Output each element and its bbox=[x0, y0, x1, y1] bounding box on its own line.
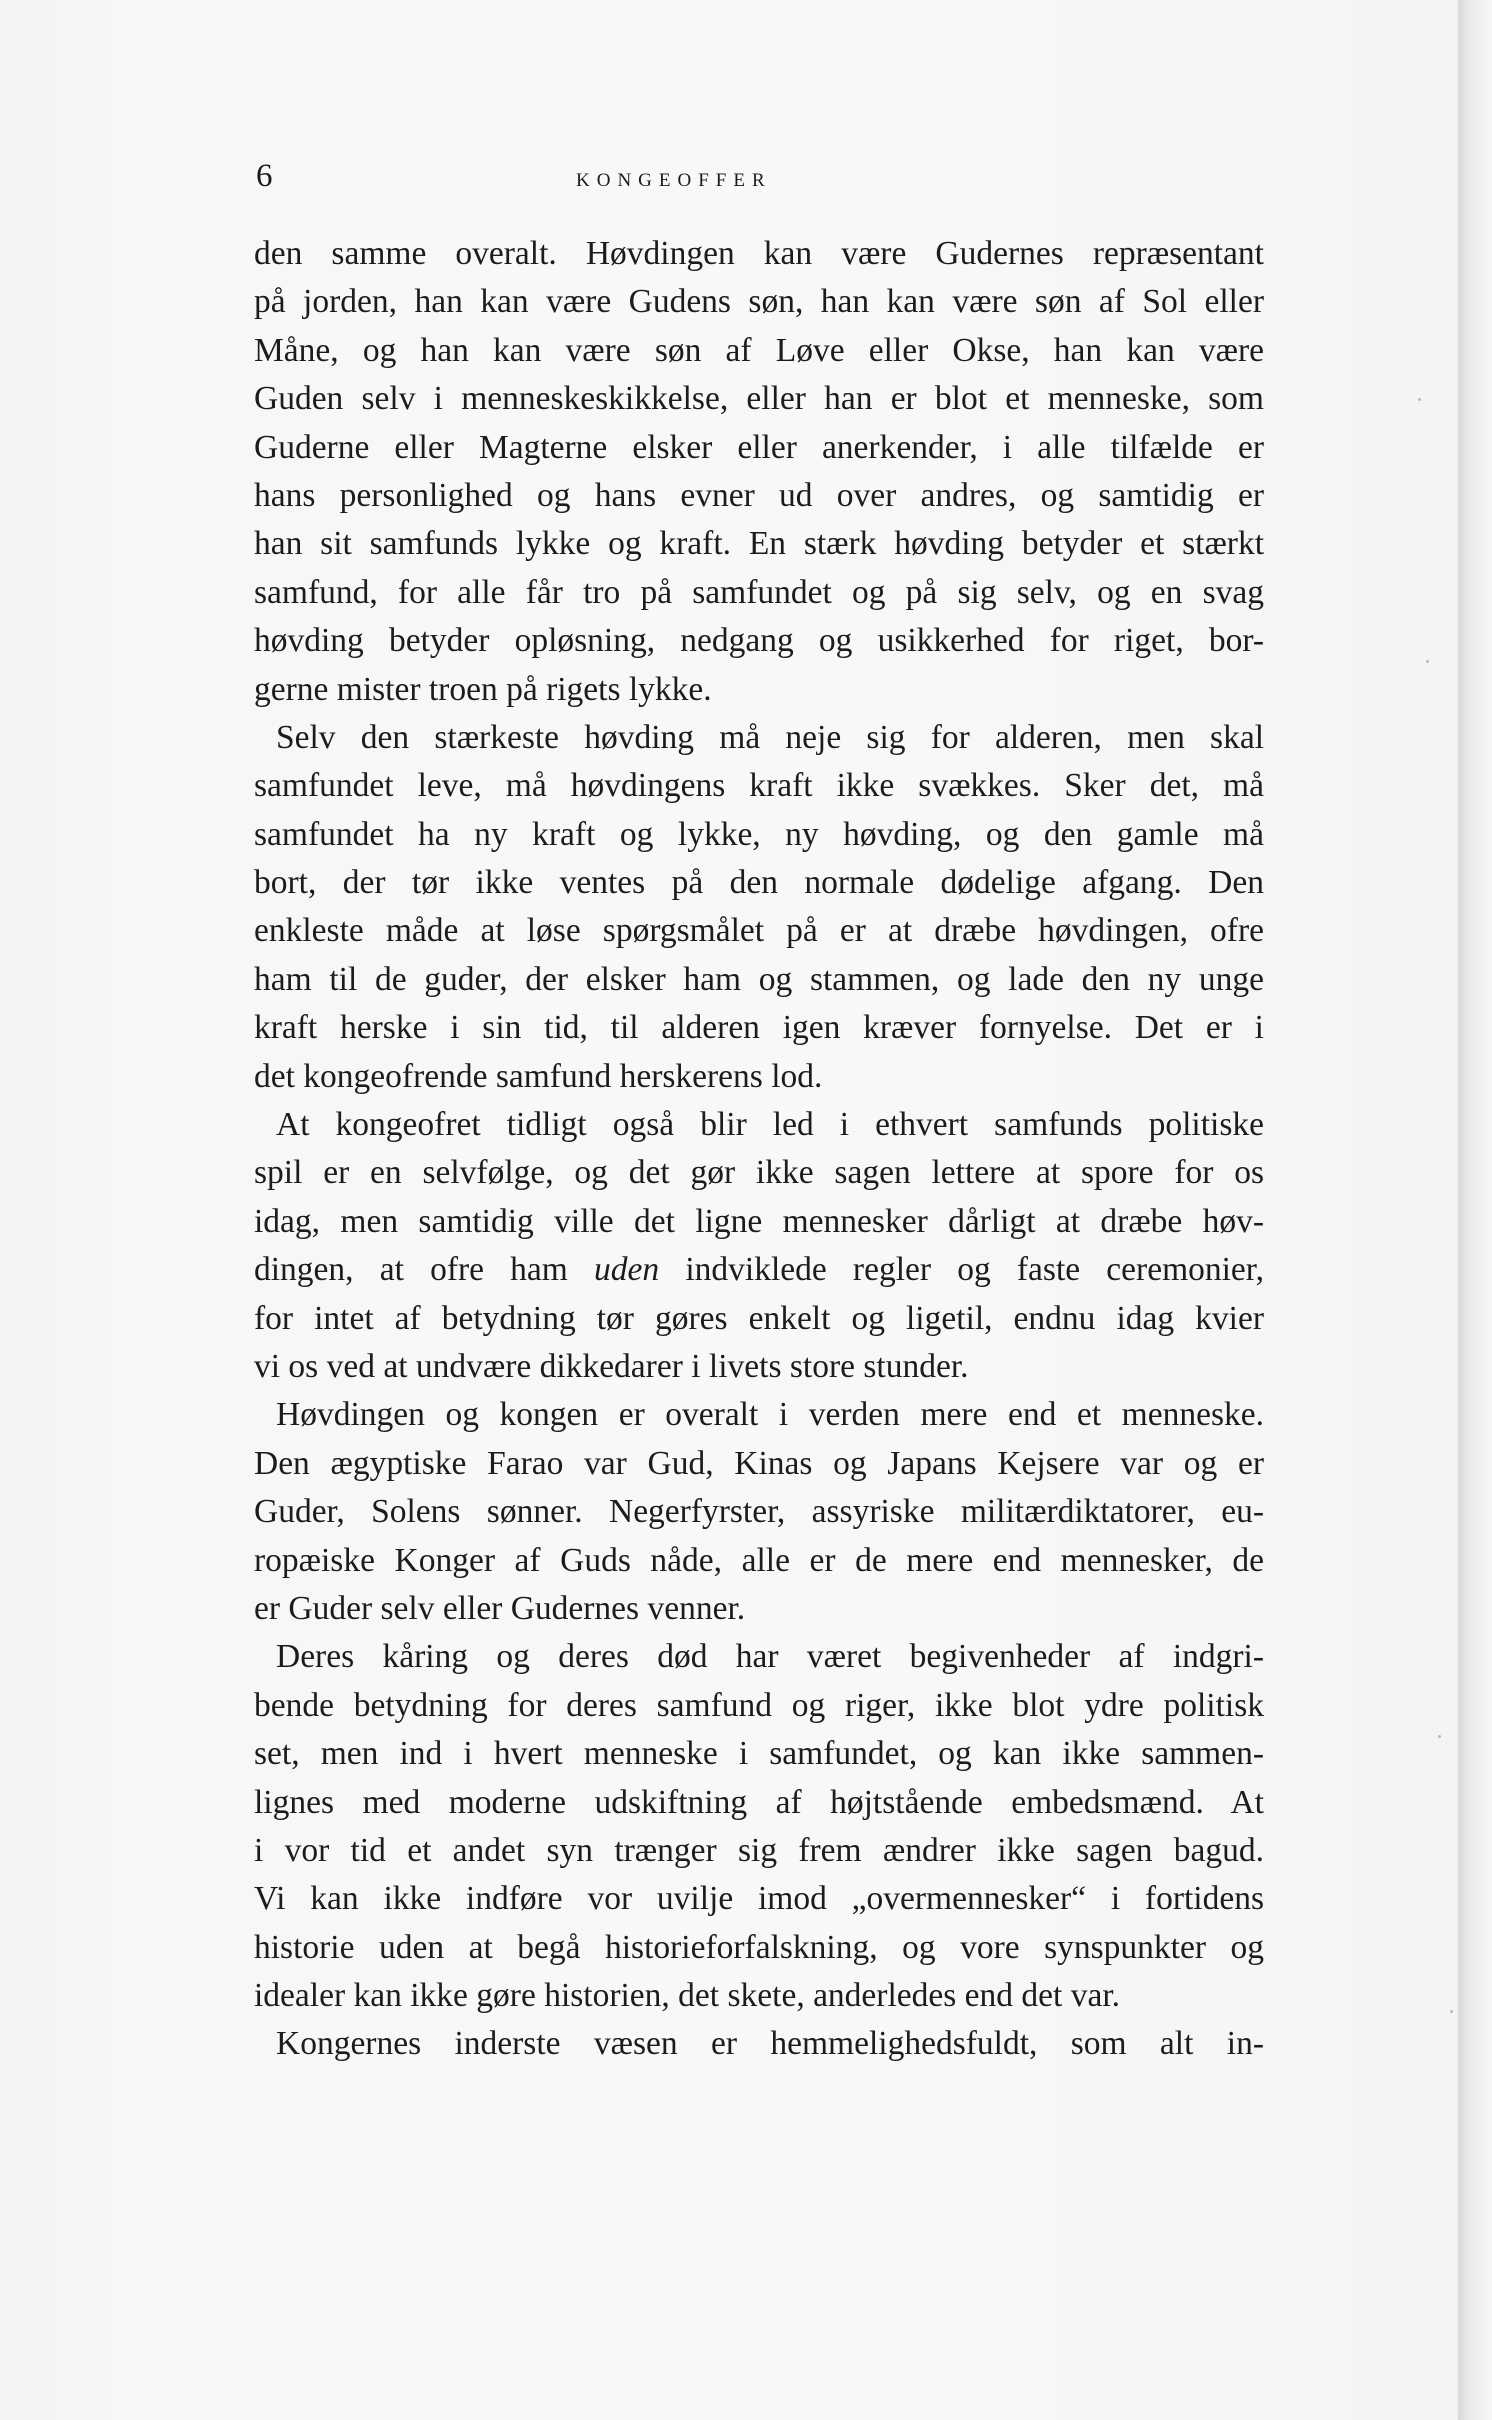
text-fragment: indviklede regler og faste ceremonier, bbox=[659, 1251, 1264, 1289]
text-line: han sit samfunds lykke og kraft. En stærk høvding betyder et stærkt bbox=[254, 525, 1264, 563]
text-line: idealer kan ikke gøre historien, det skete, anderledes end det var. bbox=[254, 1977, 1121, 2015]
text-line: Guden selv i menneskeskikkelse, eller han er blot et menneske, som bbox=[254, 380, 1264, 418]
text-line: Høvdingen og kongen er overalt i verden mere end et menneske. bbox=[276, 1396, 1264, 1434]
text-line: er Guder selv eller Gudernes venner. bbox=[254, 1589, 746, 1627]
text-line: for intet af betydning tør gøres enkelt og ligetil, endnu idag kvier bbox=[254, 1299, 1264, 1337]
text-line: lignes med moderne udskiftning af højtstående embedsmænd. At bbox=[254, 1783, 1264, 1821]
text-line: Måne, og han kan være søn af Løve eller Okse, han kan være bbox=[254, 331, 1264, 369]
text-line: ham til de guder, der elsker ham og stammen, og lade den ny unge bbox=[254, 960, 1264, 998]
emphasized-word: uden bbox=[594, 1251, 660, 1289]
page-header bbox=[256, 158, 1256, 198]
text-line: i vor tid et andet syn trænger sig frem ændrer ikke sagen bagud. bbox=[254, 1831, 1264, 1869]
text-line: bende betydning for deres samfund og riger, ikke blot ydre politisk bbox=[254, 1686, 1264, 1724]
text-line: Den ægyptiske Farao var Gud, Kinas og Japans Kejsere var og er bbox=[254, 1444, 1264, 1482]
text-fragment: dingen, at ofre ham bbox=[254, 1251, 595, 1289]
text-line: At kongeofret tidligt også blir led i ethvert samfunds politiske bbox=[276, 1106, 1264, 1144]
text-line: det kongeofrende samfund herskerens lod. bbox=[254, 1057, 823, 1095]
text-line: set, men ind i hvert menneske i samfundet, og kan ikke sammen- bbox=[254, 1735, 1264, 1773]
text-line: den samme overalt. Høvdingen kan være Gudernes repræsentant bbox=[254, 235, 1264, 272]
text-line: hans personlighed og hans evner ud over andres, og samtidig er bbox=[254, 476, 1264, 514]
text-line: Deres kåring og deres død har været begivenheder af indgri- bbox=[276, 1638, 1264, 1676]
text-line: gerne mister troen på rigets lykke. bbox=[254, 670, 712, 708]
text-line: Selv den stærkeste høvding må neje sig for alderen, men skal bbox=[276, 718, 1264, 756]
body-text bbox=[254, 230, 1264, 2069]
text-line: Guderne eller Magterne elsker eller anerkender, i alle tilfælde er bbox=[254, 428, 1264, 466]
paper-speck bbox=[1438, 1735, 1441, 1738]
paper-speck bbox=[1426, 660, 1429, 663]
paper-speck bbox=[1450, 2010, 1453, 2013]
text-line: spil er en selvfølge, og det gør ikke sagen lettere at spore for os bbox=[254, 1154, 1264, 1192]
text-line: vi os ved at undvære dikkedarer i livets store stunder. bbox=[254, 1347, 969, 1385]
text-line: Guder, Solens sønner. Negerfyrster, assyriske militærdiktatorer, eu- bbox=[254, 1493, 1264, 1531]
running-title: KONGEOFFER bbox=[576, 170, 772, 191]
text-line: bort, der tør ikke ventes på den normale dødelige afgang. Den bbox=[254, 864, 1264, 902]
text-line: kraft herske i sin tid, til alderen igen kræver fornyelse. Det er i bbox=[254, 1009, 1264, 1047]
text-line: på jorden, han kan være Gudens søn, han kan være søn af Sol eller bbox=[254, 283, 1264, 321]
page-number: 6 bbox=[256, 158, 273, 194]
text-line: Kongernes inderste væsen er hemmelighedsfuldt, som alt in- bbox=[276, 2025, 1264, 2063]
paper-speck bbox=[1418, 398, 1421, 401]
text-line: høvding betyder opløsning, nedgang og usikkerhed for riget, bor- bbox=[254, 622, 1264, 660]
text-line: samfund, for alle får tro på samfundet og på sig selv, og en svag bbox=[254, 573, 1264, 611]
text-line: historie uden at begå historieforfalskning, og vore synspunkter og bbox=[254, 1928, 1264, 1966]
text-line: Vi kan ikke indføre vor uvilje imod „overmennesker“ i fortidens bbox=[254, 1880, 1264, 1918]
text-line-with-emphasis bbox=[254, 1246, 1264, 1294]
text-line: samfundet ha ny kraft og lykke, ny høvding, og den gamle må bbox=[254, 815, 1264, 853]
text-line: ropæiske Konger af Guds nåde, alle er de mere end mennesker, de bbox=[254, 1541, 1264, 1579]
text-line: samfundet leve, må høvdingens kraft ikke svækkes. Sker det, må bbox=[254, 767, 1264, 805]
page-edge-shadow bbox=[1458, 0, 1492, 2420]
text-line: enkleste måde at løse spørgsmålet på er at dræbe høvdingen, ofre bbox=[254, 912, 1264, 950]
text-line: idag, men samtidig ville det ligne mennesker dårligt at dræbe høv- bbox=[254, 1202, 1264, 1240]
